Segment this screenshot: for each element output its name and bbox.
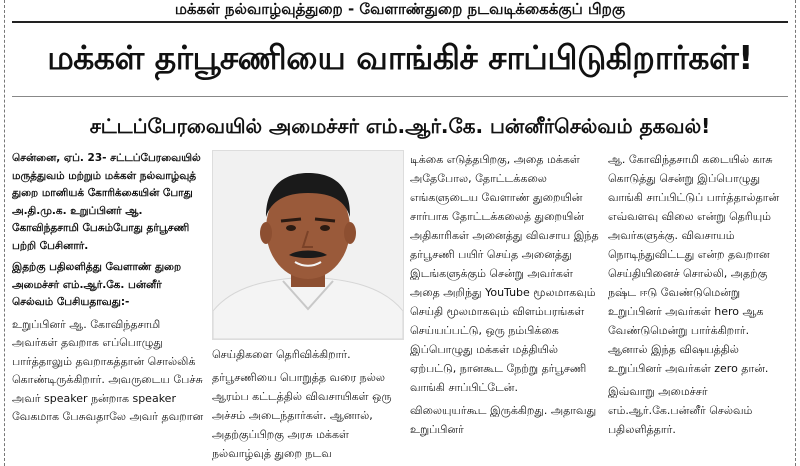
article-paragraph: தர்பூசணியை பொறுத்த வரை நல்ல ஆரம்ப கட்டத்தில் விவசாயிகள் ஒரு அச்சம் அடைந்தார்கள். ஆனால், அதற்குப்பிறகு அரசு மக்கள் நல்வாழ்வுத் துறை நடவ	[212, 371, 392, 460]
article-paragraph: டிக்கை எடுத்தபிறகு, அதை மக்கள் அதேபோல, தோட்டக்கலை எங்களுடைய வேளாண் துறையின் சார்பாக தோட்டக்கலைத் துறையின் அதிகாரிகள் அனைத்து விவசாய இந்த தர்பூசணி பயிர் செய்த அனைத்து இடங்களுக்கும் சென்று அவர்கள் அதை அறிந்து YouTube மூலமாகவும் செய்தி மூலமாகவும் விளம்பரங்கள் செய்யப்பட்டு, ஒரு நம்பிக்கை இப்பொழுது மக்கள் மத்தியில் ஏற்பட்டு, நானகூட நேற்று தர்பூசணி வாங்கி சாப்பிட்டேன்.	[410, 153, 599, 394]
headline-rule	[12, 96, 788, 97]
clipping-left-edge	[4, 0, 5, 466]
article-paragraph: விலையுயர்கூட இருக்கிறது. அதாவது உறுப்பினர்	[410, 404, 597, 436]
article-column-4	[608, 150, 788, 466]
minister-photo	[212, 150, 404, 340]
article-column-2	[212, 345, 402, 466]
subheadline: சட்டப்பேரவையில் அமைச்சர் எம்.ஆர்.கே. பன்னீர்செல்வம் தகவல்!	[89, 114, 711, 138]
article-column-3	[410, 150, 600, 466]
article-paragraph: உறுப்பினர் ஆ. கோவிந்தசாமி அவர்கள் தவறாக எப்பொழுது பார்த்தாலும் தவறாகத்தான் சொல்லிக் கொண்டிருக்கிறார். அவருடைய பேச்சு அவர் speaker நன்றாக speaker வேகமாக பேசுவதாலே அவர் தவறான	[12, 317, 204, 423]
article-paragraph: இவ்வாறு அமைச்சர் எம்.ஆர்.கே.பன்னீர் செல்வம் பதிலளித்தார்.	[608, 385, 753, 436]
minister-portrait-image	[213, 151, 403, 339]
article-paragraph: செய்திகளை தெரிவிக்கிறார்.	[212, 348, 351, 361]
headline: மக்கள் தர்பூசணியை வாங்கிச் சாப்பிடுகிறார்கள்!	[47, 38, 753, 77]
top-rule	[12, 21, 788, 23]
kicker-line: மக்கள் நல்வாழ்வுத்துறை - வேளாண்துறை நடவடிக்கைக்குப் பிறகு	[174, 0, 626, 18]
article-lede: சென்னை, ஏப். 23- சட்டப்பேரவையில் மருத்துவம் மற்றும் மக்கள் நல்வாழ்வுத் துறை மானியக் கோரிக்கையின் போது அ.தி.மு.க. உறுப்பினர் ஆ. கோவிந்தசாமி பேசும்போது தர்பூசணி பற்றி பேசினார்.	[12, 152, 201, 252]
article-column-1	[12, 150, 204, 466]
clipping-right-edge	[795, 0, 796, 466]
article-paragraph: ஆ. கோவிந்தசாமி கடையில் காசு கொடுத்து சென்று இப்பொழுது வாங்கி சாப்பிட்டுப் பார்த்தால்தான் எவ்வளவு விலை என்று தெரியும் அவர்களுக்கு. விவசாயம் நொடிந்துவிட்டது என்ற தவறான செய்தியினைச் சொல்லி, அதற்கு நஷ்ட ஈடு வேண்டுமென்று உறுப்பினர் அவர்கள் hero ஆக வேண்டுமென்று பார்க்கிறார். ஆனால் இந்த விஷயத்தில் உறுப்பினர் அவர்கள் zero தான்.	[608, 153, 780, 375]
article-lede-2: இதற்கு பதிலளித்து வேளாண் துறை அமைச்சர் எம்.ஆர்.கே. பன்னீர் செல்வம் பேசியதாவது:-	[12, 261, 182, 308]
